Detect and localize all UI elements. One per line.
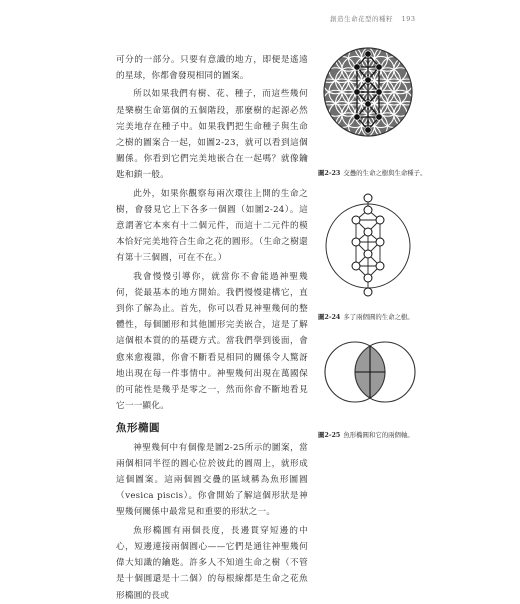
figure-caption xyxy=(318,168,426,177)
tree-sephira-node xyxy=(364,194,372,202)
tree-sephira-node xyxy=(376,216,384,224)
paragraph: 所以如果我們有樹、花、種子，而這些幾何是樂樹生命第個的五個階段，那麼樹的起源必然完美地存在種子中。如果我們把生命種子與生命之樹的圖案合一起，如圖2-23，就可以看到這個關係。你看到它們完美地嵌合在一起嗎？就像鑰匙和鎖一般。 xyxy=(116,89,308,181)
tree-sephira-node xyxy=(365,77,371,83)
page-number: 193 xyxy=(401,15,416,23)
tree-sephira-node xyxy=(376,64,382,70)
figure-vesica-piscis xyxy=(322,322,418,426)
paragraph: 可分的一部分。只要有意識的地方，即便是遙遠的星球，你都會發現相同的圖案。 xyxy=(116,55,308,82)
figure-caption xyxy=(318,430,414,439)
flower-of-life-tree-diagram xyxy=(320,22,416,164)
caption-text: 魚形橢圓和它的兩個軸。 xyxy=(343,431,414,439)
tree-sephira-node xyxy=(364,288,372,296)
tree-sephira-node xyxy=(354,89,360,95)
tree-sephira-node xyxy=(364,206,372,214)
tree-sephira-node xyxy=(376,238,384,246)
tree-sephira-node xyxy=(354,64,360,70)
figure-caption xyxy=(318,312,414,321)
tree-sephira-node xyxy=(376,114,382,120)
caption-label: 圖2-24 xyxy=(318,313,341,321)
tree-sephira-node xyxy=(364,250,372,258)
tree-sephira-node xyxy=(376,262,384,270)
paragraph: 我會慢慢引導你，就當你不會能過神聖幾何，從最基本的地方開始。我們慢慢建構它，直到你了解為止。首先，你可以看見神聖幾何的整體性，每個圖形和其他圖形完美嵌合，這是了解這個根本質的的基礎方式。當我們學到後面，會愈來愈複雜，你會不斷看見相同的關係令人驚訝地出現在每一件事情中。神聖幾何出現在萬國保的可能性是幾乎是零之一，然而你會不斷地看見它一一顯化。 xyxy=(116,271,308,412)
tree-sephira-node xyxy=(352,262,360,270)
tree-sephira-node xyxy=(365,127,371,133)
caption-label: 圖2-23 xyxy=(318,169,341,177)
section-title: 魚形橢圓 xyxy=(116,422,160,435)
paragraph: 神聖幾何中有個像是圖2-25所示的圖案，當兩個相同半徑的圓心位於彼此的圓周上，就形成這個圖案。這兩個圓交疊的區域稱為魚形圖圓（vesica piscis）。你會開始了解這個形狀是神聖幾何關係中最常見和重要的形狀之一。 xyxy=(116,442,308,518)
tree-sephira-node xyxy=(364,228,372,236)
tree-sephira-node xyxy=(354,114,360,120)
tree-sephira-node xyxy=(352,238,360,246)
figure-flower-tree xyxy=(320,22,416,164)
tree-sephira-node xyxy=(365,51,371,57)
caption-label: 圖2-25 xyxy=(318,431,341,439)
running-head-title: 創造生命花型的種籽 xyxy=(330,15,393,23)
figure-tree-of-life xyxy=(322,186,414,308)
tree-sephira-node xyxy=(376,89,382,95)
paragraph: 魚形橢圓有兩個長度，長邊貫穿短邊的中心，短邊連接兩個圓心——它們是通往神聖幾何偉大知識的鑰匙。許多人不知道生命之樹（不管是十個圓還是十二個）的每根線都是生命之花魚形橢圓的長或 xyxy=(116,525,308,601)
tree-of-life-diagram xyxy=(322,186,414,308)
tree-sephira-node xyxy=(365,101,371,107)
caption-text: 多了兩個圓的生命之樹。 xyxy=(343,313,414,321)
tree-sephira-node xyxy=(352,216,360,224)
caption-text: 交疊的生命之樹與生命種子。 xyxy=(343,169,427,177)
body-text xyxy=(116,52,308,604)
tree-sephira-node xyxy=(364,274,372,282)
vesica-piscis-diagram xyxy=(322,322,418,426)
paragraph: 此外，如果你觀察每兩次環往上開的生命之樹，會發見它上下各多一個圓（如圖2-24）。這意謂著它本來有十二個元件，而這十二元件的模本恰好完美地符合生命之花的圓形。（生命之樹還有第十三個圓，可在不在。） xyxy=(116,188,308,264)
